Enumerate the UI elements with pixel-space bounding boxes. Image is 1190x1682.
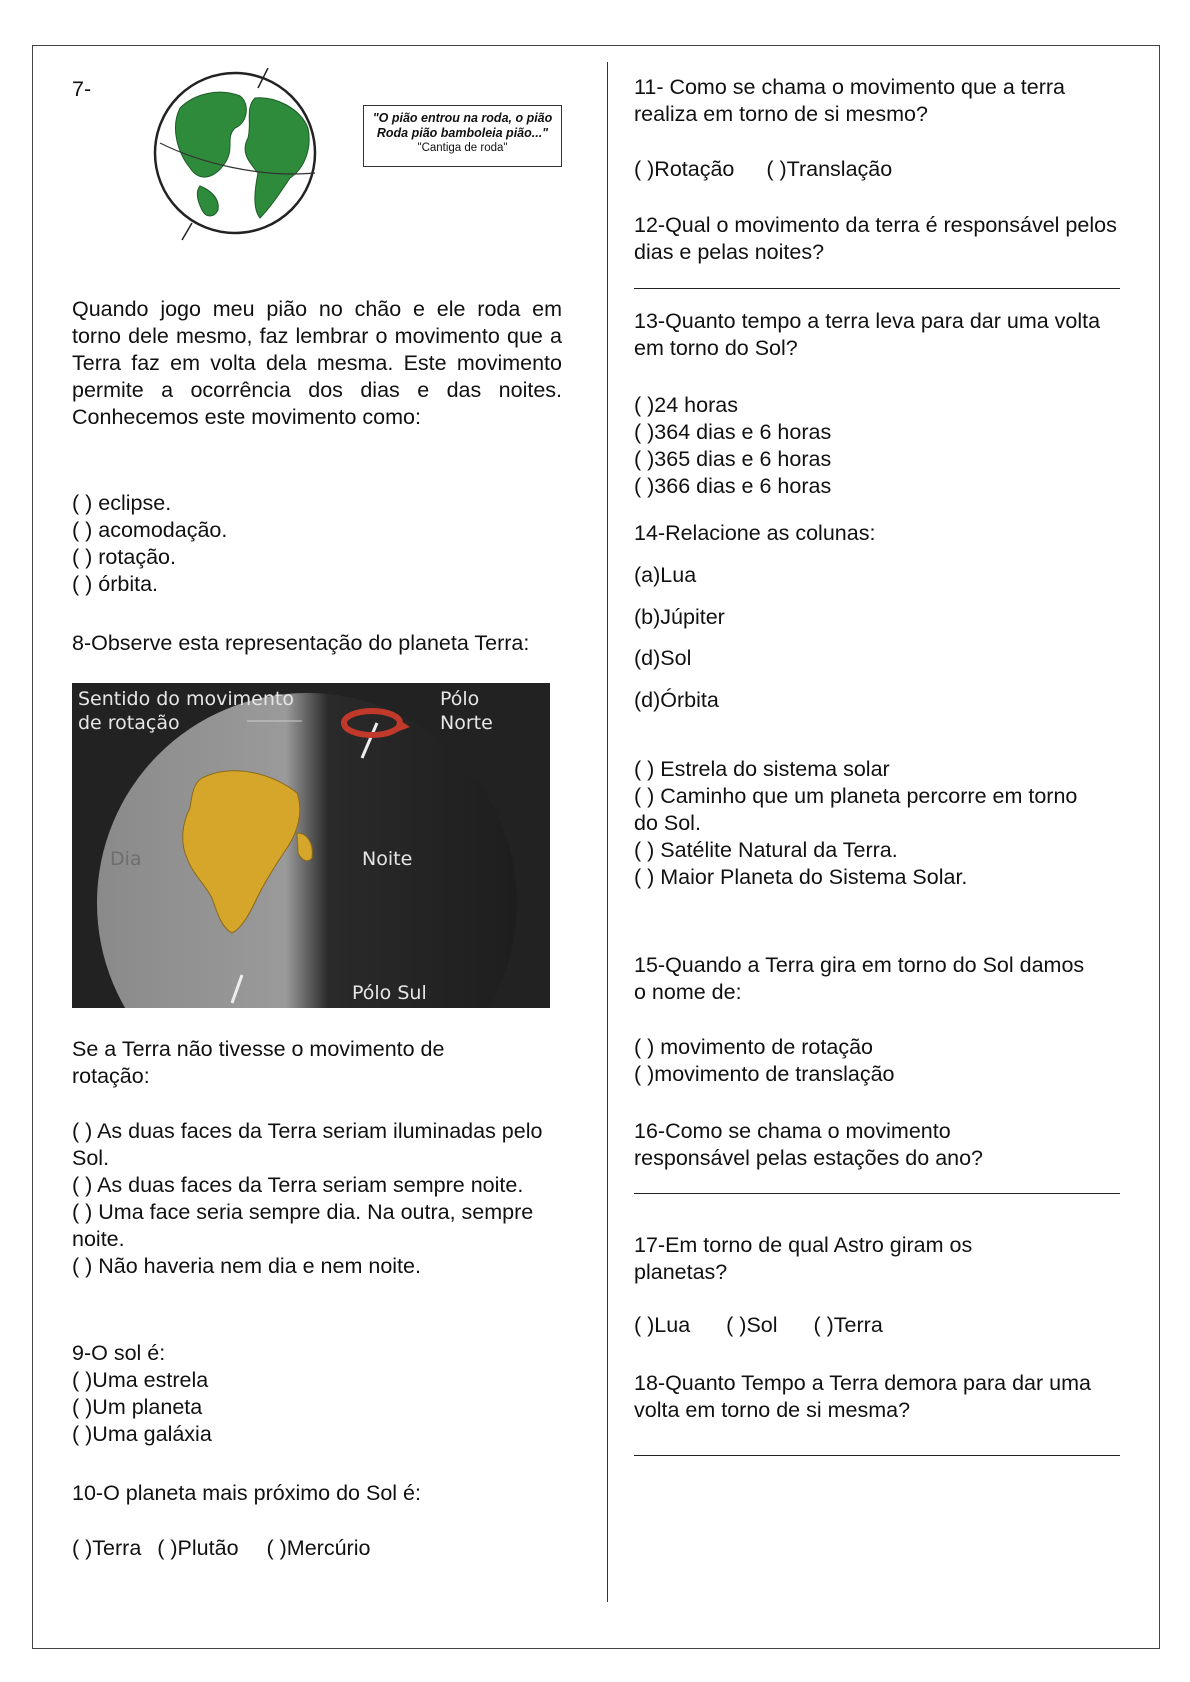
q8-option[interactable]: ( ) As duas faces da Terra seriam sempre noite.	[72, 1173, 524, 1197]
q13-option[interactable]: ( )366 dias e 6 horas	[634, 474, 832, 498]
q13-option[interactable]: ( )24 horas	[634, 393, 738, 417]
q9-option[interactable]: ( )Uma estrela	[72, 1368, 209, 1392]
q10-option[interactable]: ( )Mercúrio	[266, 1536, 371, 1560]
q8-heading: 8-Observe esta representação do planeta Terra:	[72, 631, 530, 655]
q9-option[interactable]: ( )Um planeta	[72, 1395, 203, 1419]
earth-rotation-image	[72, 683, 550, 1008]
q13-option[interactable]: ( )364 dias e 6 horas	[634, 420, 832, 444]
q9-option[interactable]: ( )Uma galáxia	[72, 1422, 212, 1446]
quote-source: "Cantiga de roda"	[417, 142, 508, 154]
q17-option[interactable]: ( )Lua	[634, 1313, 691, 1337]
q11-option[interactable]: ( )Rotação	[634, 157, 735, 181]
q17-option[interactable]: ( )Terra	[813, 1313, 883, 1337]
q15-options	[634, 1034, 1124, 1088]
q14-description[interactable]: ( ) Caminho que um planeta percorre em torno do Sol.	[634, 784, 1078, 835]
column-divider	[607, 62, 608, 1602]
q16-answer-line[interactable]	[634, 1180, 1120, 1194]
q15-question: 15-Quando a Terra gira em torno do Sol damos o nome de:	[634, 953, 1085, 1004]
label-night: Noite	[362, 848, 413, 870]
q13-option[interactable]: ( )365 dias e 6 horas	[634, 447, 832, 471]
q17-question: 17-Em torno de qual Astro giram os planetas?	[634, 1233, 973, 1284]
q13-question: 13-Quanto tempo a terra leva para dar uma volta em torno do Sol?	[634, 309, 1101, 360]
q10-options	[72, 1535, 562, 1562]
q17-options	[634, 1312, 1124, 1339]
q18-question: 18-Quanto Tempo a Terra demora para dar uma volta em torno de si mesma?	[634, 1371, 1091, 1422]
q7-option[interactable]: ( ) rotação.	[72, 545, 176, 569]
q8-option[interactable]: ( ) Não haveria nem dia e nem noite.	[72, 1254, 421, 1278]
q14-item: (d)Sol	[634, 646, 692, 670]
q15-option[interactable]: ( ) movimento de rotação	[634, 1035, 873, 1059]
q14-item: (a)Lua	[634, 563, 697, 587]
q8-options	[72, 1118, 562, 1280]
q7-option[interactable]: ( ) órbita.	[72, 572, 159, 596]
label-rotation-direction: Sentido do movimento	[78, 688, 294, 710]
q18-answer-line[interactable]	[634, 1442, 1120, 1456]
q7-number: 7-	[72, 77, 92, 101]
q10-question: 10-O planeta mais próximo do Sol é:	[72, 1481, 421, 1505]
q9-question: 9-O sol é:	[72, 1341, 166, 1365]
q14-description[interactable]: ( ) Maior Planeta do Sistema Solar.	[634, 865, 968, 889]
q14-item: (b)Júpiter	[634, 605, 725, 629]
q7-option[interactable]: ( ) eclipse.	[72, 491, 172, 515]
q12-answer-line[interactable]	[634, 275, 1120, 289]
q14-description[interactable]: ( ) Satélite Natural da Terra.	[634, 838, 898, 862]
q9	[72, 1340, 562, 1448]
q8-option[interactable]: ( ) Uma face seria sempre dia. Na outra, sempre noite.	[72, 1200, 534, 1251]
q14-item: (d)Órbita	[634, 688, 719, 712]
globe-illustration	[140, 68, 340, 248]
label-north-pole-2: Norte	[440, 712, 493, 734]
q10-option[interactable]: ( )Terra	[72, 1536, 142, 1560]
q17-option[interactable]: ( )Sol	[726, 1313, 778, 1337]
q12-question: 12-Qual o movimento da terra é responsável pelos dias e pelas noites?	[634, 213, 1117, 264]
q8-question: Se a Terra não tivesse o movimento de rotação:	[72, 1037, 445, 1088]
q7-options	[72, 490, 562, 598]
q11-option[interactable]: ( )Translação	[766, 157, 893, 181]
q13-options	[634, 392, 1124, 500]
song-quote-box	[363, 105, 562, 167]
q7-text: Quando jogo meu pião no chão e ele roda em torno dele mesmo, faz lembrar o movimento que a Terra faz em volta dela mesma. Este movimento permite a ocorrência dos dias e das noites. Conhecemos este movimento como:	[72, 297, 562, 429]
q11-options	[634, 156, 1124, 183]
q11-question: 11- Como se chama o movimento que a terra realiza em torno de si mesmo?	[634, 75, 1065, 126]
q8-option[interactable]: ( ) As duas faces da Terra seriam iluminadas pelo Sol.	[72, 1119, 543, 1170]
q14-question: 14-Relacione as colunas:	[634, 521, 876, 545]
label-north-pole: Pólo	[440, 688, 480, 710]
q14-descriptions	[634, 756, 1104, 891]
label-day: Dia	[110, 848, 142, 870]
q15-option[interactable]: ( )movimento de translação	[634, 1062, 895, 1086]
q10-option[interactable]: ( )Plutão	[157, 1536, 239, 1560]
quote-line-2: Roda pião bamboleia pião..."	[376, 126, 549, 140]
q14-description[interactable]: ( ) Estrela do sistema solar	[634, 757, 890, 781]
label-south-pole: Pólo Sul	[352, 982, 427, 1004]
quote-line-1: "O pião entrou na roda, o pião	[372, 111, 553, 125]
q16-question: 16-Como se chama o movimento responsável pelas estações do ano?	[634, 1119, 984, 1170]
label-rotation-direction-2: de rotação	[78, 712, 180, 734]
q7-option[interactable]: ( ) acomodação.	[72, 518, 228, 542]
